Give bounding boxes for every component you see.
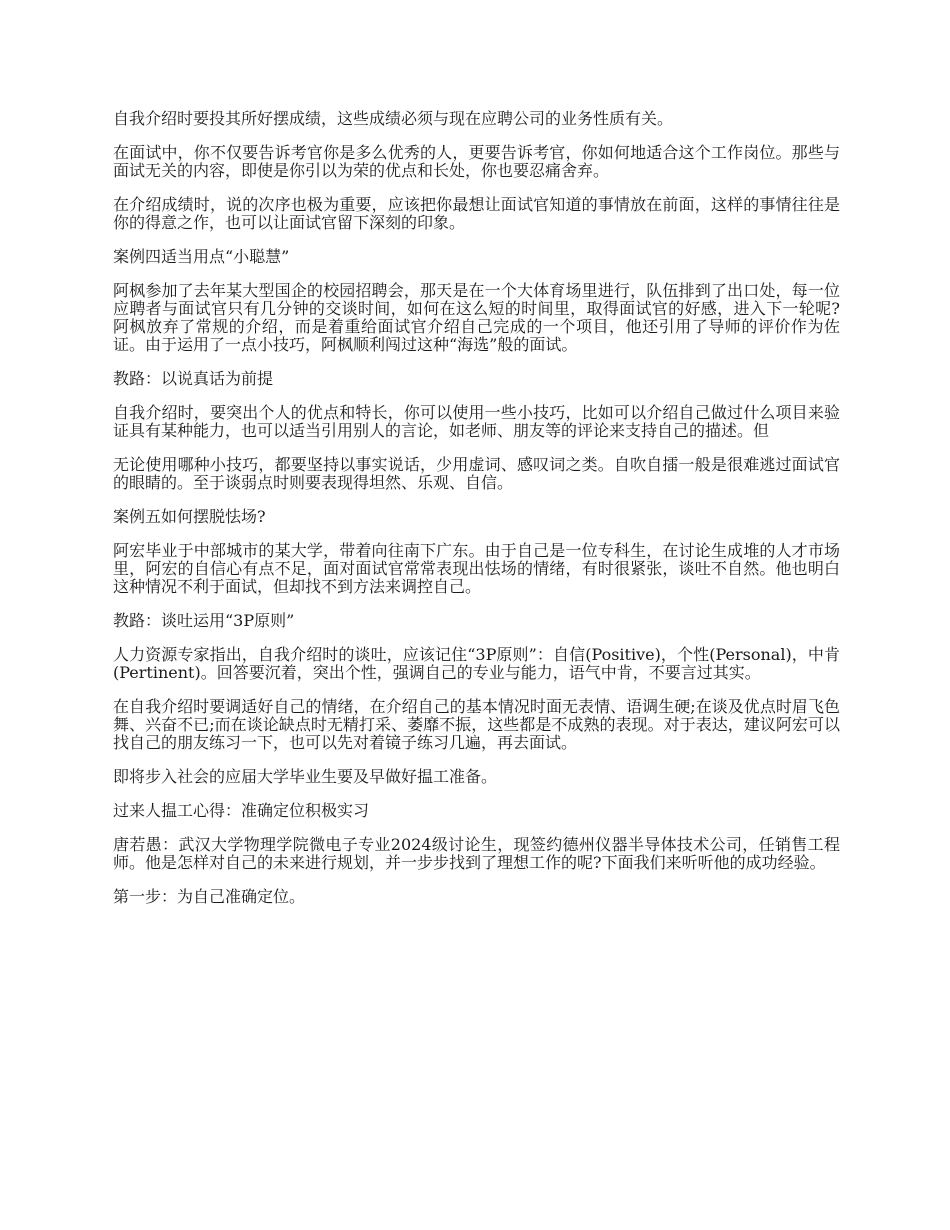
paragraph: 即将步入社会的应届大学毕业生要及早做好揾工准备。 xyxy=(113,767,498,786)
section-heading: 教路：以说真话为前提 xyxy=(113,369,274,388)
paragraph: 人力资源专家指出，自我介绍时的谈吐，应该记住“3P原则”：自信(Positive)，个性(Personal)，中肯(Pertinent)。回答要沉着，突出个性，强调自己的专业与能力，语气中肯，不要言过其实。 xyxy=(113,645,840,682)
section-heading: 第一步：为自己准确定位。 xyxy=(113,887,306,906)
section-heading: 教路：谈吐运用“3P原则” xyxy=(113,611,295,630)
paragraph: 唐若愚：武汉大学物理学院微电子专业2024级讨论生，现签约德州仪器半导体技术公司，任销售工程师。他是怎样对自己的未来进行规划，并一步步找到了理想工作的呢?下面我们来听听他的成功经验。 xyxy=(113,835,840,872)
paragraph: 阿宏毕业于中部城市的某大学，带着向往南下广东。由于自己是一位专科生，在讨论生成堆的人才市场里，阿宏的自信心有点不足，面对面试官常常表现出怯场的情绪，有时很紧张，谈吐不自然。他也明白这种情况不利于面试，但却找不到方法来调控自己。 xyxy=(113,541,840,596)
paragraph: 在自我介绍时要调适好自己的情绪，在介绍自己的基本情况时面无表情、语调生硬;在谈及优点时眉飞色舞、兴奋不已;而在谈论缺点时无精打采、萎靡不振，这些都是不成熟的表现。对于表达，建议阿宏可以找自己的朋友练习一下，也可以先对着镜子练习几遍，再去面试。 xyxy=(113,697,840,752)
paragraph: 在面试中，你不仅要告诉考官你是多么优秀的人，更要告诉考官，你如何地适合这个工作岗位。那些与面试无关的内容，即使是你引以为荣的优点和长处，你也要忍痛舍弃。 xyxy=(113,143,840,180)
paragraph: 自我介绍时要投其所好摆成绩，这些成绩必须与现在应聘公司的业务性质有关。 xyxy=(113,109,674,128)
section-heading: 案例五如何摆脱怯场? xyxy=(113,507,266,526)
paragraph: 自我介绍时，要突出个人的优点和特长，你可以使用一些小技巧，比如可以介绍自己做过什么项目来验证具有某种能力，也可以适当引用别人的言论，如老师、朋友等的评论来支持自己的描述。但 xyxy=(113,403,840,440)
paragraph: 无论使用哪种小技巧，都要坚持以事实说话，少用虚词、感叹词之类。自吹自擂一般是很难逃过面试官的眼睛的。至于谈弱点时则要表现得坦然、乐观、自信。 xyxy=(113,455,840,492)
paragraph: 在介绍成绩时，说的次序也极为重要，应该把你最想让面试官知道的事情放在前面，这样的事情往往是你的得意之作，也可以让面试官留下深刻的印象。 xyxy=(113,195,840,232)
section-heading: 案例四适当用点“小聪慧” xyxy=(113,247,290,266)
paragraph: 阿枫参加了去年某大型国企的校园招聘会，那天是在一个大体育场里进行，队伍排到了出口处，每一位应聘者与面试官只有几分钟的交谈时间，如何在这么短的时间里，取得面试官的好感，进入下一轮呢?阿枫放弃了常规的介绍，而是着重给面试官介绍自己完成的一个项目，他还引用了导师的评价作为佐证。由于运用了一点小技巧，阿枫顺利闯过这种“海选”般的面试。 xyxy=(113,281,840,354)
document-body xyxy=(113,110,840,922)
section-heading: 过来人揾工心得：准确定位积极实习 xyxy=(113,801,370,820)
